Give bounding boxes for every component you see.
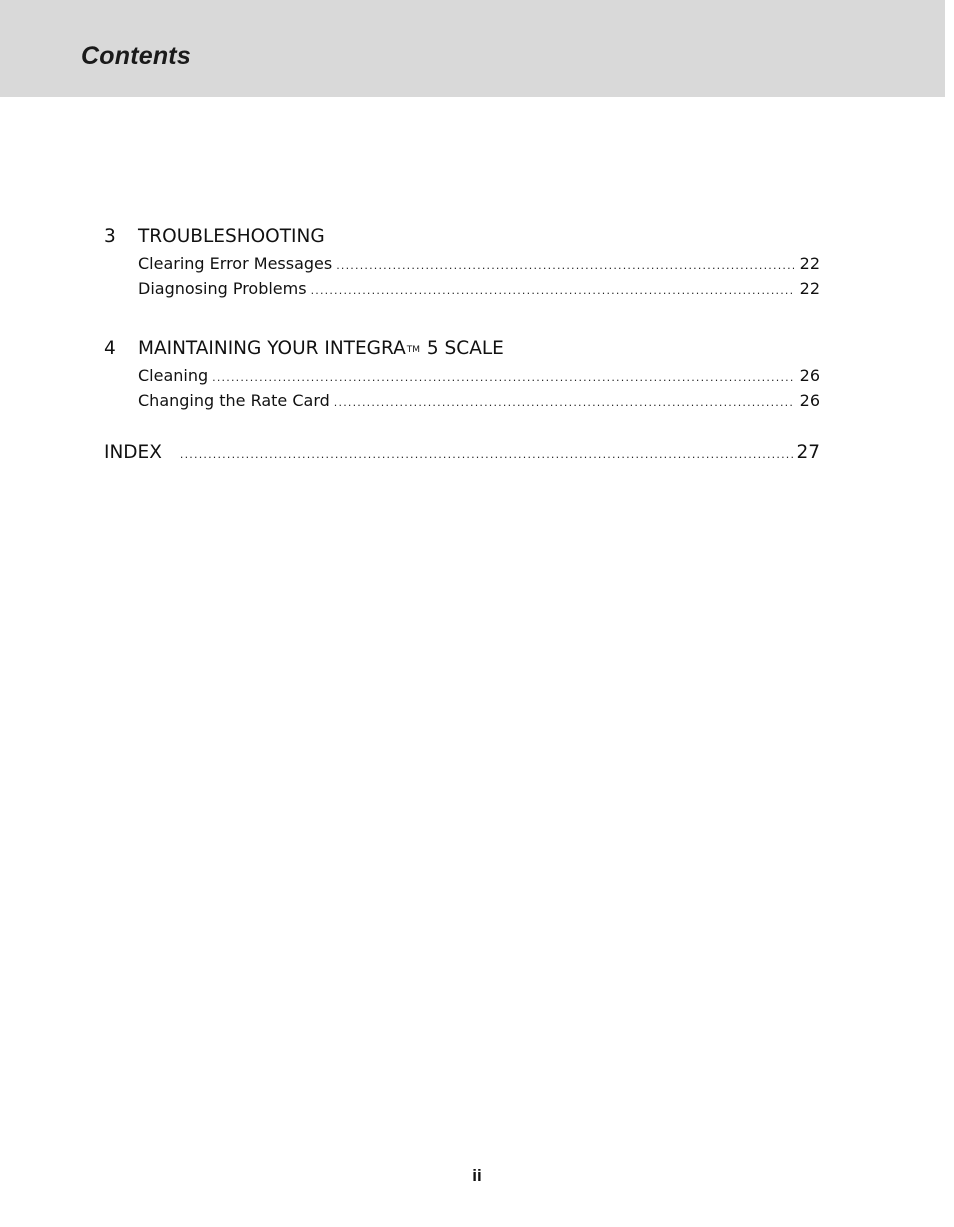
toc-entry-page: 26 <box>799 366 820 385</box>
toc-entry-label: Diagnosing Problems <box>138 279 307 298</box>
page-number: ii <box>472 1166 482 1185</box>
toc-index-entry[interactable] <box>104 438 820 467</box>
dot-leader <box>212 365 793 390</box>
toc-entry[interactable] <box>138 363 820 388</box>
chapter-heading[interactable] <box>104 222 820 251</box>
toc-entry-label: Cleaning <box>138 366 209 385</box>
toc-chapter-3 <box>104 222 820 301</box>
chapter-number: 4 <box>104 338 116 359</box>
table-of-contents <box>104 222 820 467</box>
index-label: INDEX <box>104 442 162 463</box>
chapter-number: 3 <box>104 226 116 247</box>
toc-entry-label: Changing the Rate Card <box>138 391 330 410</box>
toc-entry-label: Clearing Error Messages <box>138 254 333 273</box>
toc-entry[interactable] <box>138 251 820 276</box>
chapter-title: TROUBLESHOOTING <box>138 226 325 247</box>
toc-entry-page: 22 <box>799 279 820 298</box>
toc-entry-page: 26 <box>799 391 820 410</box>
toc-entry[interactable] <box>138 276 820 301</box>
toc-entry-page: 22 <box>799 254 820 273</box>
chapter-title: MAINTAINING YOUR INTEGRATM 5 SCALE <box>138 338 504 359</box>
dot-leader <box>336 253 793 278</box>
toc-chapter-4 <box>104 334 820 413</box>
trademark-mark: TM <box>406 345 421 355</box>
chapter-heading[interactable] <box>104 334 820 363</box>
page-title: Contents <box>81 42 191 70</box>
toc-entry[interactable] <box>138 388 820 413</box>
index-page: 27 <box>796 442 820 463</box>
dot-leader <box>334 390 794 415</box>
dot-leader <box>180 440 795 469</box>
dot-leader <box>311 278 794 303</box>
